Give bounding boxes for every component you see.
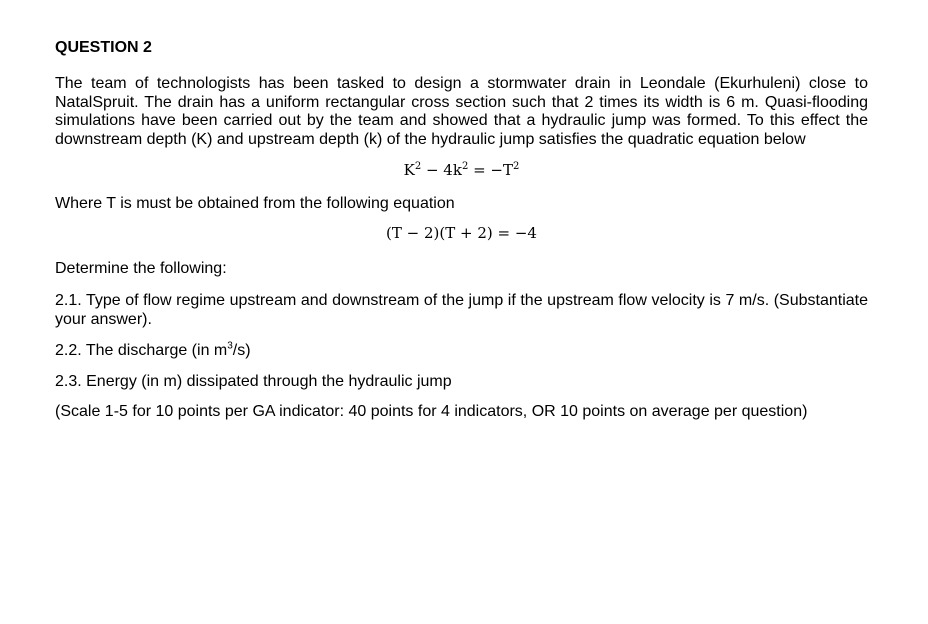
eq1-exp2: 2 bbox=[461, 161, 469, 172]
eq1-exp3: 2 bbox=[513, 161, 520, 172]
item-2-2 bbox=[55, 341, 868, 360]
item-2-2-tail: /s) bbox=[232, 342, 251, 359]
question-heading: QUESTION 2 bbox=[55, 39, 152, 56]
item-2-2-text: 2.2. The discharge (in m bbox=[55, 342, 228, 359]
eq1-exp1: 2 bbox=[414, 161, 422, 172]
determine-text: Determine the following: bbox=[55, 260, 227, 277]
item-2-2-sup: 3 bbox=[227, 340, 233, 352]
where-text: Where T is must be obtained from the following equation bbox=[55, 195, 455, 212]
equation-T: (T − 2)(T + 2) = −4 bbox=[386, 224, 537, 242]
scale-note: (Scale 1-5 for 10 points per GA indicator: 40 points for 4 indicators, OR 10 points on average per question) bbox=[55, 403, 808, 420]
eq1-K: K bbox=[403, 161, 415, 179]
question-intro: The team of technologists has been tasked to design a stormwater drain in Leondale (Ekurhuleni) close to NatalSpruit. The drain has a uniform rectangular cross section such that 2 times its width is 6 m. Quasi-flooding simulations have been carried out by the team and showed that a hydraulic jump was formed. To this effect the downstream depth (K) and upstream depth (k) of the hydraulic jump satisfies the quadratic equation below bbox=[55, 75, 868, 148]
eq1-middle: − 4k bbox=[421, 161, 462, 179]
equation-quadratic bbox=[55, 160, 868, 180]
eq1-rhs: = −T bbox=[468, 161, 514, 179]
item-2-3: 2.3. Energy (in m) dissipated through the hydraulic jump bbox=[55, 373, 452, 390]
item-2-1: 2.1. Type of flow regime upstream and downstream of the jump if the upstream flow velocity is 7 m/s. (Substantiate your answer). bbox=[55, 292, 868, 328]
